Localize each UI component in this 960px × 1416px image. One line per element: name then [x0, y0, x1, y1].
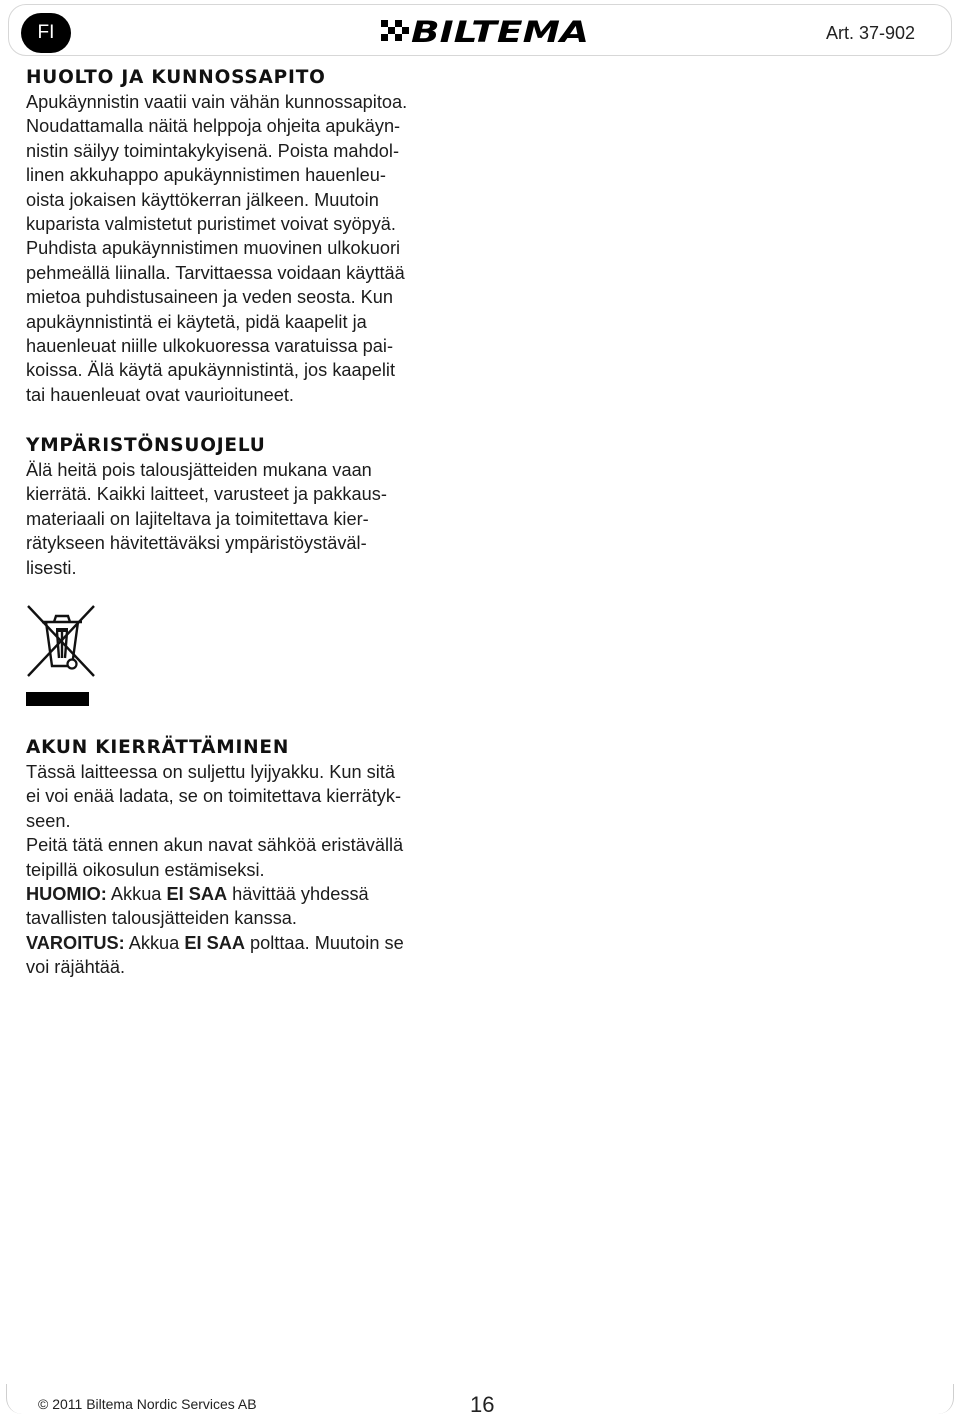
page-number: 16 — [470, 1392, 495, 1416]
section-body — [26, 458, 476, 580]
text-line: lisesti. — [26, 557, 77, 578]
warning-label: VAROITUS: — [26, 932, 125, 953]
text-line: oista jokaisen käyttökerran jälkeen. Muutoin — [26, 189, 379, 210]
text-line: voi räjähtää. — [26, 957, 126, 978]
brand-logo — [381, 16, 591, 46]
warning-text: hävittää yhdessä — [227, 884, 369, 905]
weee-bar — [26, 692, 89, 706]
warning-line — [26, 882, 476, 906]
text-line: Noudattamalla näitä helppoja ohjeita apukäyn- — [26, 116, 401, 137]
warning-text: Akkua — [124, 932, 185, 953]
warning-label: HUOMIO: — [26, 884, 107, 905]
text-line: linen akkuhappo apukäynnistimen hauenleu- — [26, 165, 386, 186]
warning-text: Akkua — [106, 884, 167, 905]
text-line: kierrätä. Kaikki laitteet, varusteet ja pakkaus- — [26, 484, 387, 505]
copyright: © 2011 Biltema Nordic Services AB — [38, 1396, 257, 1412]
text-line: mietoa puhdistusaineen ja veden seosta. Kun — [26, 287, 394, 308]
page-footer — [0, 1380, 960, 1416]
text-line: ei voi enää ladata, se on toimitettava kierrätyk- — [26, 786, 402, 807]
warning-emphasis: EI SAA — [184, 932, 245, 953]
text-line: tavallisten talousjätteiden kanssa. — [26, 908, 297, 929]
brand-name: BILTEMA — [411, 16, 589, 46]
text-line: tai hauenleuat ovat vaurioituneet. — [26, 384, 294, 405]
text-line: apukäynnistintä ei käytetä, pidä kaapelit ja — [26, 311, 367, 332]
text-line: seen. — [26, 810, 71, 831]
crossed-bin-icon — [26, 604, 96, 678]
section-heading: AKUN KIERRÄTTÄMINEN — [26, 737, 290, 758]
section-heading: YMPÄRISTÖNSUOJELU — [26, 435, 266, 456]
text-line: koissa. Älä käytä apukäynnistintä, jos kaapelit — [26, 360, 396, 381]
warning-emphasis: EI SAA — [166, 884, 228, 905]
text-line: Puhdista apukäynnistimen muovinen ulkokuori — [26, 238, 401, 259]
text-line: Apukäynnistin vaatii vain vähän kunnossapitoa. — [26, 92, 408, 112]
language-label: FI — [37, 22, 55, 43]
text-line: nistin säilyy toimintakykyisenä. Poista mahdol- — [26, 140, 399, 161]
page-header — [8, 4, 952, 56]
text-line: Tässä laitteessa on suljettu lyijyakku. Kun sitä — [26, 762, 395, 782]
battery-recycling-section — [26, 736, 476, 980]
language-badge — [21, 13, 71, 53]
section-body — [26, 90, 476, 407]
section-heading: HUOLTO JA KUNNOSSAPITO — [26, 67, 326, 88]
warning-line — [26, 931, 476, 955]
environment-section — [26, 434, 476, 580]
warning-text: polttaa. Muutoin se — [244, 932, 404, 953]
text-line: pehmeällä liinalla. Tarvittaessa voidaan käyttää — [26, 262, 405, 283]
section-body — [26, 760, 476, 980]
article-number: Art. 37-902 — [825, 23, 915, 43]
text-line: hauenleuat niille ulkokuoressa varatuissa pai- — [26, 336, 394, 357]
maintenance-section — [26, 66, 476, 407]
text-line: Peitä tätä ennen akun navat sähköä eristävällä — [26, 835, 404, 856]
text-line: kuparista valmistetut puristimet voivat syöpyä. — [26, 214, 396, 235]
text-line: rätykseen hävitettäväksi ympäristöystäväl- — [26, 533, 367, 554]
text-line: teipillä oikosulun estämiseksi. — [26, 859, 265, 880]
text-line: Älä heitä pois talousjätteiden mukana vaan — [26, 460, 372, 480]
text-line: materiaali on lajiteltava ja toimitettava kier- — [26, 508, 369, 529]
